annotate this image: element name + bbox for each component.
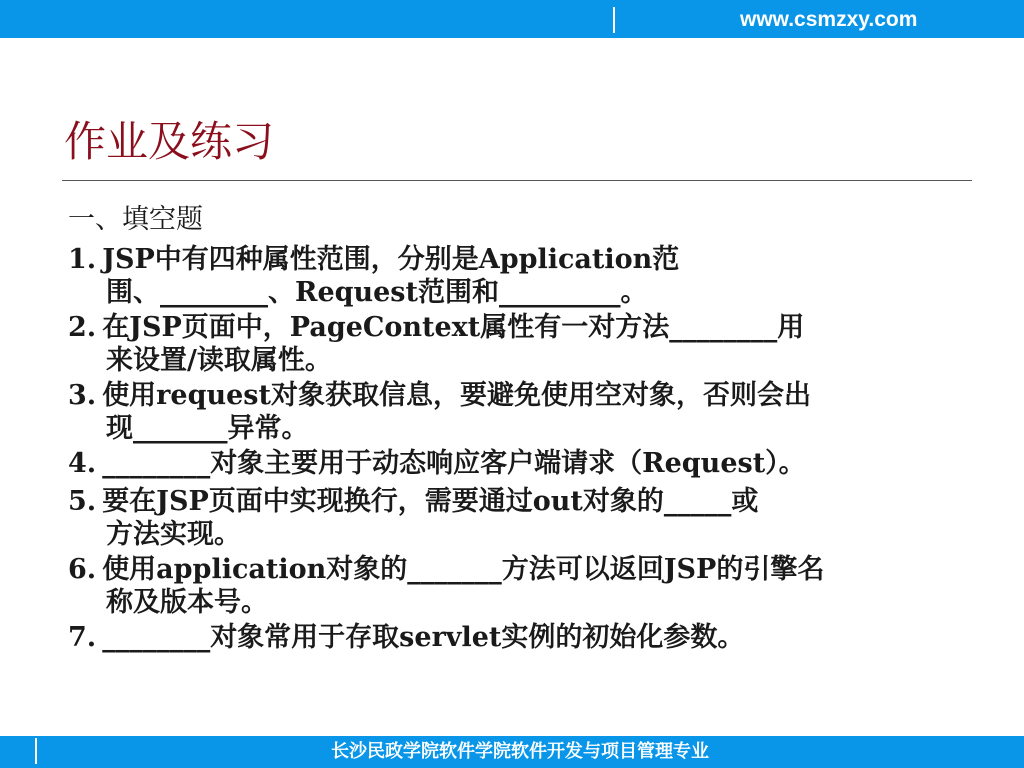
- slide-title: 作业及练习: [64, 117, 275, 166]
- question-text: 使用application对象的_______方法可以返回JSP的引擎名: [102, 554, 825, 585]
- question-line: [68, 310, 968, 346]
- question-number: 3.: [68, 380, 97, 411]
- question-line-continued: [68, 346, 968, 376]
- question-text: 围、________、Request范围和_________。: [106, 277, 648, 308]
- question-line-continued: [68, 520, 968, 550]
- question-line: [68, 446, 968, 482]
- question-text: 方法实现。: [106, 519, 241, 550]
- question-line: [68, 378, 968, 414]
- header-divider: [613, 7, 615, 33]
- section-heading: 一、填空题: [68, 204, 203, 235]
- question-text: 在JSP页面中，PageContext属性有一对方法________用: [102, 312, 805, 343]
- header-bar: [0, 0, 1024, 38]
- question-number: 4.: [68, 448, 97, 479]
- question-5: [68, 484, 968, 550]
- question-text: ________对象主要用于动态响应客户端请求（Request）。: [102, 448, 806, 479]
- question-1: [68, 242, 968, 308]
- question-7: [68, 620, 968, 656]
- question-text: 来设置/读取属性。: [106, 345, 332, 376]
- question-line: [68, 242, 968, 278]
- question-number: 6.: [68, 554, 97, 585]
- footer-bar: [0, 736, 1024, 768]
- question-line-continued: [68, 278, 968, 308]
- question-text: 要在JSP页面中实现换行，需要通过out对象的_____或: [102, 486, 759, 517]
- question-text: 现_______异常。: [106, 413, 309, 444]
- question-text: 使用request对象获取信息，要避免使用空对象，否则会出: [102, 380, 811, 411]
- question-line-continued: [68, 414, 968, 444]
- site-url: www.csmzxy.com: [740, 8, 918, 31]
- question-text: JSP中有四种属性范围，分别是Application范: [102, 244, 680, 275]
- question-4: [68, 446, 968, 482]
- question-number: 2.: [68, 312, 97, 343]
- question-6: [68, 552, 968, 618]
- question-line-continued: [68, 588, 968, 618]
- question-number: 5.: [68, 486, 97, 517]
- question-number: 7.: [68, 622, 97, 653]
- footer-text: 长沙民政学院软件学院软件开发与项目管理专业: [331, 741, 709, 762]
- title-divider: [62, 180, 972, 181]
- question-text: ________对象常用于存取servlet实例的初始化参数。: [102, 622, 745, 653]
- question-2: [68, 310, 968, 376]
- question-line: [68, 620, 968, 656]
- question-text: 称及版本号。: [106, 587, 268, 618]
- slide-content: [68, 200, 968, 656]
- question-number: 1.: [68, 244, 97, 275]
- question-line: [68, 552, 968, 588]
- question-line: [68, 484, 968, 520]
- question-3: [68, 378, 968, 444]
